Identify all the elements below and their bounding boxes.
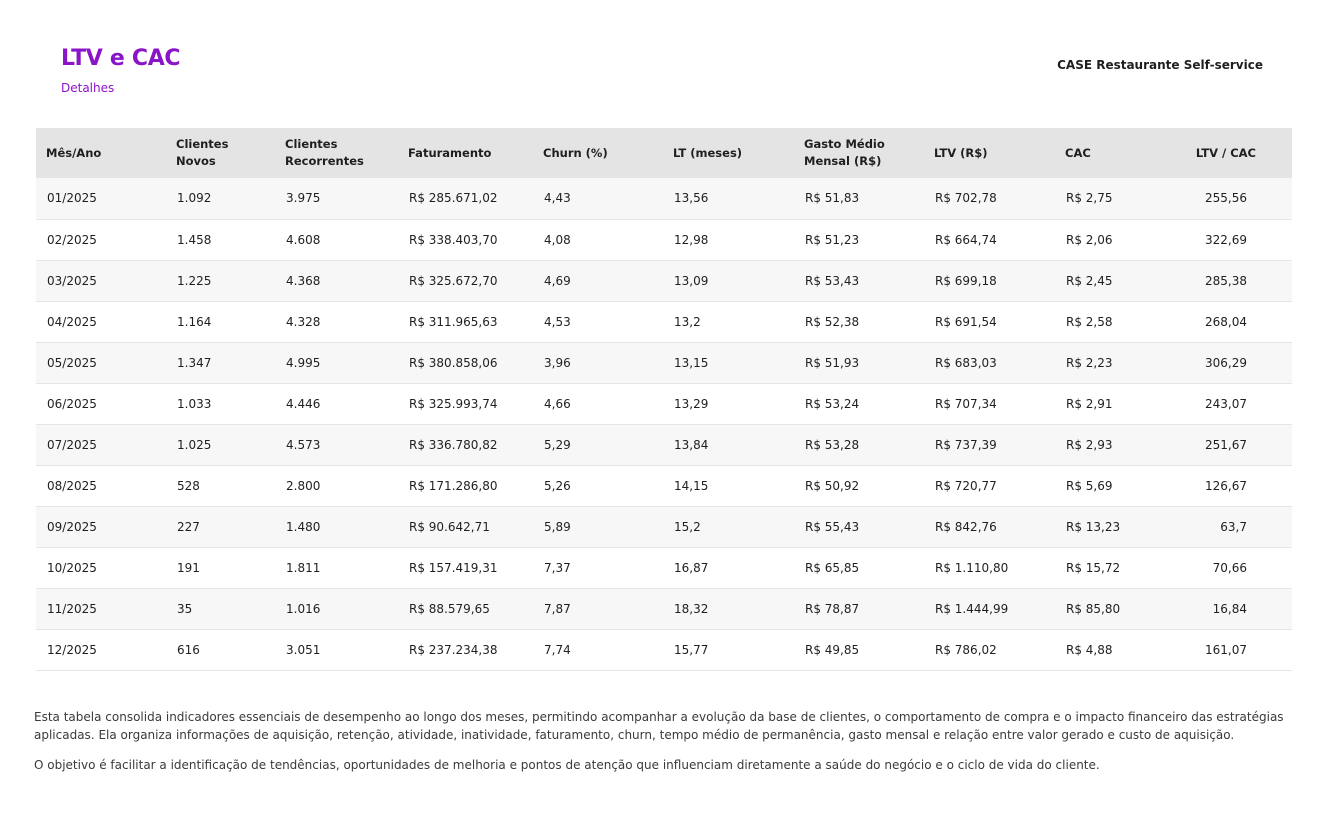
table-cell: R$ 2,23 (1055, 342, 1179, 383)
table-cell: 10/2025 (36, 547, 166, 588)
table-cell: 322,69 (1179, 219, 1292, 260)
table-cell: 15,77 (663, 629, 794, 670)
table-cell: R$ 336.780,82 (398, 424, 533, 465)
col-header-cac: CAC (1055, 128, 1179, 178)
table-cell: 03/2025 (36, 260, 166, 301)
table-cell: 1.016 (275, 588, 398, 629)
table-cell: R$ 53,24 (794, 383, 924, 424)
col-header-churn: Churn (%) (533, 128, 663, 178)
table-cell: 1.225 (166, 260, 275, 301)
table-body (36, 178, 1292, 670)
table-cell: 63,7 (1179, 506, 1292, 547)
table-cell: 15,2 (663, 506, 794, 547)
table-cell: R$ 2,45 (1055, 260, 1179, 301)
note-paragraph: Esta tabela consolida indicadores essenciais de desempenho ao longo dos meses, permitindo acompanhar a evolução da base de clientes, o comportamento de compra e o impacto financeiro das estratégias aplicadas. Ela organiza informações de aquisição, retenção, atividade, inatividade, faturamento, churn, tempo médio de permanência, gasto mensal e relação entre valor gerado e custo de aquisição. (34, 710, 1284, 742)
table-cell: 4.368 (275, 260, 398, 301)
table-cell: R$ 683,03 (924, 342, 1055, 383)
table-cell: R$ 157.419,31 (398, 547, 533, 588)
brand-label: CASE Restaurante Self-service (1057, 58, 1263, 72)
table-cell: 1.347 (166, 342, 275, 383)
table-cell: 4,43 (533, 178, 663, 219)
table-cell: 243,07 (1179, 383, 1292, 424)
table-row (36, 465, 1292, 506)
table-cell: 3,96 (533, 342, 663, 383)
table-cell: 251,67 (1179, 424, 1292, 465)
table-cell: R$ 702,78 (924, 178, 1055, 219)
page-subtitle: Detalhes (61, 81, 115, 95)
table-cell: 4,69 (533, 260, 663, 301)
table-cell: R$ 51,93 (794, 342, 924, 383)
table-cell: R$ 707,34 (924, 383, 1055, 424)
table-cell: 126,67 (1179, 465, 1292, 506)
table-cell: 09/2025 (36, 506, 166, 547)
table-cell: R$ 737,39 (924, 424, 1055, 465)
table-cell: 13,15 (663, 342, 794, 383)
table-cell: R$ 2,75 (1055, 178, 1179, 219)
table-cell: R$ 5,69 (1055, 465, 1179, 506)
table-cell: 4,66 (533, 383, 663, 424)
table-cell: 1.811 (275, 547, 398, 588)
table-cell: 1.092 (166, 178, 275, 219)
table-cell: 18,32 (663, 588, 794, 629)
table-cell: 04/2025 (36, 301, 166, 342)
table-cell: R$ 13,23 (1055, 506, 1179, 547)
table-cell: R$ 53,28 (794, 424, 924, 465)
table-cell: 08/2025 (36, 465, 166, 506)
notes (34, 708, 1314, 786)
table-cell: 1.458 (166, 219, 275, 260)
table-cell: R$ 2,93 (1055, 424, 1179, 465)
table-cell: 06/2025 (36, 383, 166, 424)
table-cell: R$ 2,06 (1055, 219, 1179, 260)
table-cell: R$ 51,23 (794, 219, 924, 260)
table-cell: R$ 90.642,71 (398, 506, 533, 547)
table-cell: 13,84 (663, 424, 794, 465)
table-cell: R$ 842,76 (924, 506, 1055, 547)
note-paragraph: O objetivo é facilitar a identificação de tendências, oportunidades de melhoria e pontos de atenção que influenciam diretamente a saúde do negócio e o ciclo de vida do cliente. (34, 758, 1100, 772)
table-cell: 1.164 (166, 301, 275, 342)
table-cell: 227 (166, 506, 275, 547)
table-cell: 255,56 (1179, 178, 1292, 219)
table-cell: 13,2 (663, 301, 794, 342)
table-cell: 191 (166, 547, 275, 588)
col-header-clientes-novos: Clientes Novos (166, 128, 275, 178)
table-cell: 285,38 (1179, 260, 1292, 301)
table-row (36, 629, 1292, 670)
table-row (36, 383, 1292, 424)
table-cell: 4.446 (275, 383, 398, 424)
table-cell: 13,29 (663, 383, 794, 424)
table-cell: R$ 85,80 (1055, 588, 1179, 629)
table-cell: 13,09 (663, 260, 794, 301)
table-cell: 161,07 (1179, 629, 1292, 670)
table-cell: R$ 311.965,63 (398, 301, 533, 342)
table-row (36, 547, 1292, 588)
table-cell: 268,04 (1179, 301, 1292, 342)
table-cell: 16,87 (663, 547, 794, 588)
table-cell: R$ 50,92 (794, 465, 924, 506)
table-cell: R$ 15,72 (1055, 547, 1179, 588)
table-cell: R$ 380.858,06 (398, 342, 533, 383)
table-row (36, 260, 1292, 301)
table-cell: 13,56 (663, 178, 794, 219)
table-cell: 35 (166, 588, 275, 629)
table-cell: 3.975 (275, 178, 398, 219)
table-cell: R$ 1.444,99 (924, 588, 1055, 629)
col-header-mes-ano: Mês/Ano (36, 128, 166, 178)
table-cell: 4.995 (275, 342, 398, 383)
table-cell: 14,15 (663, 465, 794, 506)
table-cell: 07/2025 (36, 424, 166, 465)
col-header-clientes-recorrentes: Clientes Recorrentes (275, 128, 398, 178)
table-cell: R$ 51,83 (794, 178, 924, 219)
table-cell: 70,66 (1179, 547, 1292, 588)
table-cell: 528 (166, 465, 275, 506)
table-cell: 306,29 (1179, 342, 1292, 383)
table-cell: R$ 285.671,02 (398, 178, 533, 219)
table-cell: R$ 664,74 (924, 219, 1055, 260)
table-cell: 7,87 (533, 588, 663, 629)
table-cell: R$ 2,58 (1055, 301, 1179, 342)
table-cell: 1.025 (166, 424, 275, 465)
table-cell: R$ 2,91 (1055, 383, 1179, 424)
table-cell: 2.800 (275, 465, 398, 506)
table-cell: R$ 78,87 (794, 588, 924, 629)
table-row (36, 588, 1292, 629)
table-cell: 05/2025 (36, 342, 166, 383)
table-cell: R$ 325.993,74 (398, 383, 533, 424)
table-cell: R$ 338.403,70 (398, 219, 533, 260)
table-cell: R$ 52,38 (794, 301, 924, 342)
table-cell: R$ 720,77 (924, 465, 1055, 506)
table-cell: 3.051 (275, 629, 398, 670)
table-cell: R$ 88.579,65 (398, 588, 533, 629)
table-cell: 4.328 (275, 301, 398, 342)
table-cell: R$ 1.110,80 (924, 547, 1055, 588)
table-cell: R$ 171.286,80 (398, 465, 533, 506)
table-cell: R$ 786,02 (924, 629, 1055, 670)
table-cell: R$ 55,43 (794, 506, 924, 547)
table-cell: 12,98 (663, 219, 794, 260)
table-cell: R$ 65,85 (794, 547, 924, 588)
table-cell: 616 (166, 629, 275, 670)
table-row (36, 506, 1292, 547)
table-row (36, 178, 1292, 219)
table-cell: 4.573 (275, 424, 398, 465)
ltv-cac-table (36, 128, 1292, 671)
col-header-ltv-cac: LTV / CAC (1179, 128, 1292, 178)
table-cell: 4,08 (533, 219, 663, 260)
table-row (36, 424, 1292, 465)
table-cell: R$ 53,43 (794, 260, 924, 301)
table-row (36, 219, 1292, 260)
table-cell: 1.480 (275, 506, 398, 547)
table-cell: R$ 4,88 (1055, 629, 1179, 670)
table-cell: 16,84 (1179, 588, 1292, 629)
table-cell: R$ 691,54 (924, 301, 1055, 342)
table-cell: 1.033 (166, 383, 275, 424)
table-cell: 7,37 (533, 547, 663, 588)
table-row (36, 342, 1292, 383)
table-cell: R$ 237.234,38 (398, 629, 533, 670)
table-cell: 11/2025 (36, 588, 166, 629)
table-row (36, 301, 1292, 342)
col-header-ltv: LTV (R$) (924, 128, 1055, 178)
table-cell: R$ 699,18 (924, 260, 1055, 301)
table-cell: 4.608 (275, 219, 398, 260)
col-header-faturamento: Faturamento (398, 128, 533, 178)
table-cell: 4,53 (533, 301, 663, 342)
table-cell: 5,29 (533, 424, 663, 465)
table-cell: 01/2025 (36, 178, 166, 219)
col-header-lt: LT (meses) (663, 128, 794, 178)
col-header-gasto-medio: Gasto Médio Mensal (R$) (794, 128, 924, 178)
table-cell: 12/2025 (36, 629, 166, 670)
table-cell: 5,89 (533, 506, 663, 547)
table-cell: R$ 49,85 (794, 629, 924, 670)
table-cell: 02/2025 (36, 219, 166, 260)
table-cell: 5,26 (533, 465, 663, 506)
page-title: LTV e CAC (61, 46, 181, 71)
table-cell: 7,74 (533, 629, 663, 670)
table-cell: R$ 325.672,70 (398, 260, 533, 301)
table-header-row (36, 128, 1292, 178)
